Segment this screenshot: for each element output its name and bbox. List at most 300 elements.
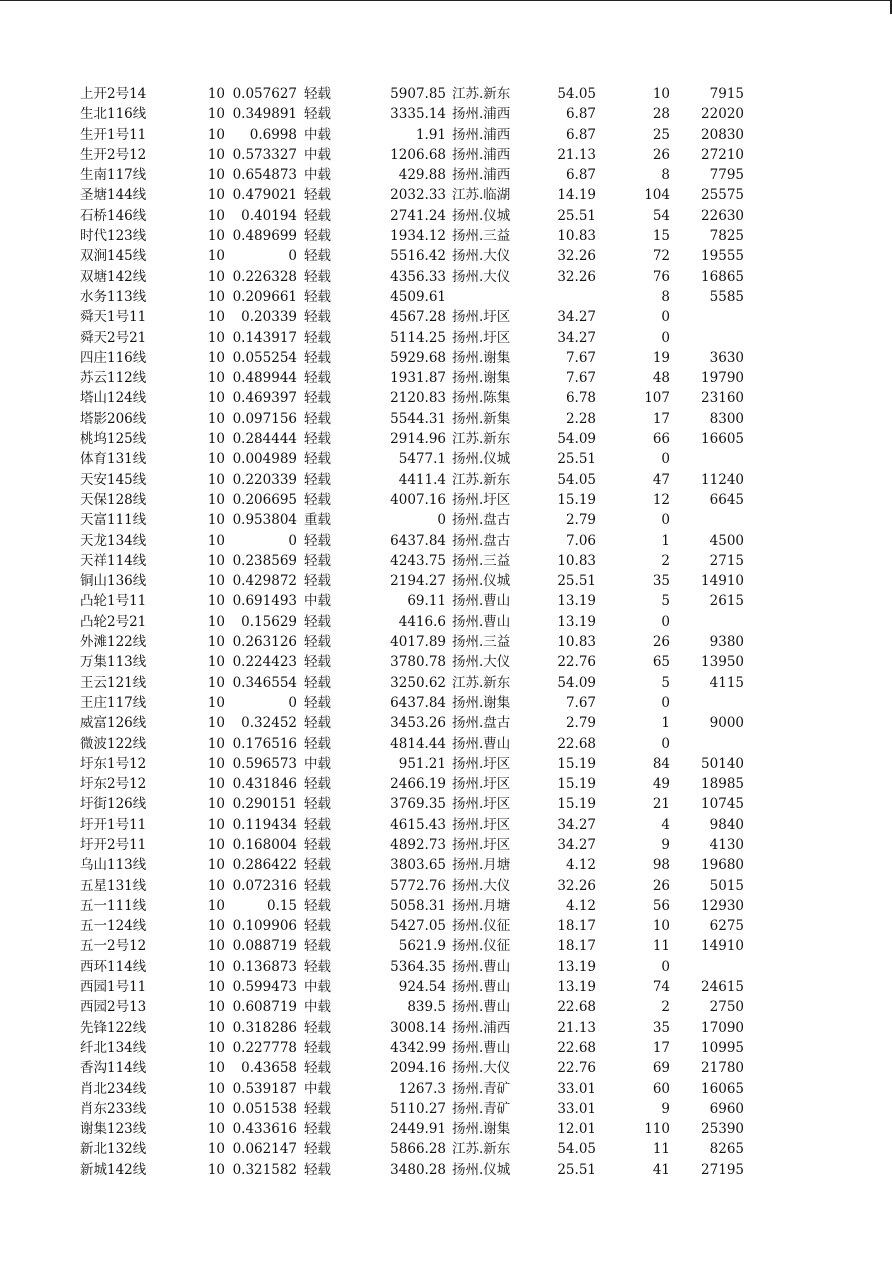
substation-cell: 扬州.浦西	[452, 106, 511, 123]
total-capacity-cell: 19790	[701, 370, 744, 387]
count-cell: 69	[652, 1060, 670, 1077]
load-status-cell: 轻载	[304, 268, 331, 285]
capacity-value-cell: 2466.19	[390, 776, 446, 793]
count-cell: 54	[652, 207, 670, 224]
distance-cell: 54.05	[557, 86, 596, 102]
substation-cell: 扬州.大仪	[452, 654, 511, 671]
voltage-cell: 10	[207, 329, 225, 346]
count-cell: 26	[652, 634, 670, 651]
load-rate-cell: 0.176516	[232, 735, 297, 752]
voltage-cell: 10	[207, 451, 225, 468]
capacity-value-cell: 2032.33	[390, 187, 446, 204]
load-rate-cell: 0.691493	[232, 593, 297, 610]
voltage-cell: 10	[207, 207, 225, 224]
substation-cell: 江苏.新东	[452, 471, 511, 488]
line-name-cell: 苏云112线	[80, 370, 147, 387]
count-cell: 0	[661, 309, 670, 326]
capacity-value-cell: 5621.9	[398, 938, 446, 955]
voltage-cell: 10	[207, 370, 225, 387]
substation-cell: 扬州.圩区	[452, 309, 511, 326]
load-status-cell: 轻载	[304, 735, 331, 752]
table-row	[0, 429, 892, 449]
count-cell: 107	[644, 390, 670, 407]
voltage-cell: 10	[207, 755, 225, 772]
table-row	[0, 1119, 892, 1139]
substation-cell: 扬州.新集	[452, 410, 511, 427]
load-status-cell: 轻载	[304, 654, 331, 671]
count-cell: 49	[652, 776, 670, 793]
voltage-cell: 10	[207, 1060, 225, 1077]
load-rate-cell: 0.349891	[232, 106, 297, 123]
capacity-value-cell: 839.5	[407, 999, 446, 1016]
load-status-cell: 轻载	[304, 288, 331, 305]
voltage-cell: 10	[207, 573, 225, 590]
count-cell: 98	[652, 857, 670, 874]
line-name-cell: 天龙134线	[80, 532, 147, 549]
load-rate-cell: 0.489944	[232, 370, 297, 387]
load-rate-cell: 0.109906	[232, 918, 297, 935]
load-status-cell: 轻载	[304, 329, 331, 346]
distance-cell: 13.19	[557, 593, 596, 610]
count-cell: 35	[652, 1019, 670, 1036]
count-cell: 25	[652, 126, 670, 143]
table-row	[0, 936, 892, 956]
table-row	[0, 774, 892, 794]
table-row	[0, 104, 892, 124]
load-rate-cell: 0	[288, 694, 297, 711]
capacity-value-cell: 3453.26	[390, 715, 446, 732]
total-capacity-cell: 10995	[701, 1039, 744, 1056]
total-capacity-cell: 6275	[709, 918, 744, 935]
substation-cell: 扬州.谢集	[452, 349, 511, 366]
total-capacity-cell: 14910	[701, 938, 744, 955]
substation-cell: 扬州.大仪	[452, 1060, 511, 1077]
load-status-cell: 轻载	[304, 816, 331, 833]
substation-cell: 扬州.青矿	[452, 1100, 511, 1117]
capacity-value-cell: 6437.84	[390, 532, 446, 549]
count-cell: 76	[652, 268, 670, 285]
substation-cell: 扬州.圩区	[452, 755, 511, 772]
load-status-cell: 轻载	[304, 370, 331, 387]
distance-cell: 15.19	[557, 755, 596, 772]
substation-cell: 扬州.曹山	[452, 1039, 511, 1056]
line-name-cell: 新北132线	[80, 1141, 147, 1158]
table-row	[0, 84, 892, 104]
voltage-cell: 10	[207, 1039, 225, 1056]
table-row	[0, 794, 892, 814]
total-capacity-cell: 12930	[701, 897, 744, 914]
capacity-value-cell: 3335.14	[390, 106, 446, 123]
table-row	[0, 409, 892, 429]
line-name-cell: 生开1号11	[80, 126, 147, 143]
table-row	[0, 510, 892, 530]
load-status-cell: 轻载	[304, 207, 331, 224]
capacity-value-cell: 4017.89	[390, 634, 446, 651]
load-status-cell: 轻载	[304, 1141, 331, 1158]
load-rate-cell: 0.088719	[232, 938, 297, 955]
voltage-cell: 10	[207, 897, 225, 914]
voltage-cell: 10	[207, 431, 225, 448]
load-status-cell: 轻载	[304, 776, 331, 793]
line-name-cell: 圩开2号11	[80, 836, 147, 853]
load-status-cell: 轻载	[304, 1100, 331, 1117]
count-cell: 26	[652, 146, 670, 163]
capacity-value-cell: 5058.31	[390, 897, 446, 914]
voltage-cell: 10	[207, 1161, 225, 1178]
total-capacity-cell: 4500	[709, 532, 744, 549]
voltage-cell: 10	[207, 694, 225, 711]
distance-cell: 15.19	[557, 776, 596, 793]
distance-cell: 6.87	[565, 167, 596, 184]
distance-cell: 34.27	[557, 309, 596, 326]
load-status-cell: 轻载	[304, 532, 331, 549]
substation-cell: 扬州.圩区	[452, 836, 511, 853]
load-rate-cell: 0.654873	[232, 167, 297, 184]
voltage-cell: 10	[207, 634, 225, 651]
load-rate-cell: 0.429872	[232, 573, 297, 590]
distance-cell: 4.12	[565, 857, 596, 874]
voltage-cell: 10	[207, 674, 225, 691]
substation-cell: 扬州.青矿	[452, 1080, 511, 1097]
distance-cell: 7.67	[565, 349, 596, 366]
line-name-cell: 乌山113线	[80, 857, 147, 874]
total-capacity-cell: 16065	[701, 1080, 744, 1097]
distance-cell: 2.28	[565, 410, 596, 427]
line-name-cell: 先锋122线	[80, 1019, 147, 1036]
line-name-cell: 肖东233线	[80, 1100, 147, 1117]
load-rate-cell: 0.284444	[232, 431, 297, 448]
distance-cell: 34.27	[557, 816, 596, 833]
voltage-cell: 10	[207, 1100, 225, 1117]
load-status-cell: 轻载	[304, 877, 331, 894]
voltage-cell: 10	[207, 1080, 225, 1097]
voltage-cell: 10	[207, 593, 225, 610]
capacity-value-cell: 69.11	[407, 593, 446, 610]
distance-cell: 18.17	[557, 938, 596, 955]
substation-cell: 扬州.大仪	[452, 248, 511, 265]
total-capacity-cell: 21780	[701, 1060, 744, 1077]
count-cell: 12	[652, 491, 670, 508]
table-row	[0, 246, 892, 266]
load-status-cell: 轻载	[304, 857, 331, 874]
table-row	[0, 226, 892, 246]
load-status-cell: 轻载	[304, 491, 331, 508]
table-row	[0, 1018, 892, 1038]
total-capacity-cell: 7825	[709, 228, 744, 245]
total-capacity-cell: 22630	[701, 207, 744, 224]
distance-cell: 10.83	[557, 228, 596, 245]
count-cell: 41	[652, 1161, 670, 1178]
voltage-cell: 10	[207, 857, 225, 874]
substation-cell: 江苏.新东	[452, 86, 511, 102]
line-name-cell: 万集113线	[80, 654, 147, 671]
substation-cell: 扬州.曹山	[452, 958, 511, 975]
table-row	[0, 125, 892, 145]
load-status-cell: 轻载	[304, 86, 331, 102]
count-cell: 84	[652, 755, 670, 772]
distance-cell: 13.19	[557, 958, 596, 975]
distance-cell: 33.01	[557, 1100, 596, 1117]
distance-cell: 54.05	[557, 1141, 596, 1158]
substation-cell: 扬州.谢集	[452, 1121, 511, 1138]
capacity-value-cell: 951.21	[398, 755, 446, 772]
load-status-cell: 轻载	[304, 1161, 331, 1178]
load-status-cell: 轻载	[304, 634, 331, 651]
substation-cell: 扬州.盘古	[452, 512, 511, 529]
table-row	[0, 388, 892, 408]
voltage-cell: 10	[207, 288, 225, 305]
load-rate-cell: 0.119434	[232, 816, 297, 833]
line-name-cell: 石桥146线	[80, 207, 147, 224]
distance-cell: 25.51	[557, 1161, 596, 1178]
substation-cell: 扬州.曹山	[452, 613, 511, 630]
count-cell: 9	[661, 1100, 670, 1117]
line-name-cell: 王庄117线	[80, 694, 147, 711]
load-rate-cell: 0.15	[266, 897, 297, 914]
load-rate-cell: 0.469397	[232, 390, 297, 407]
distance-cell: 7.06	[565, 532, 596, 549]
count-cell: 72	[652, 248, 670, 265]
distance-cell: 22.68	[557, 999, 596, 1016]
substation-cell: 扬州.圩区	[452, 816, 511, 833]
count-cell: 0	[661, 329, 670, 346]
capacity-value-cell: 924.54	[398, 979, 446, 996]
substation-cell: 扬州.圩区	[452, 491, 511, 508]
capacity-value-cell: 1934.12	[390, 228, 446, 245]
distance-cell: 2.79	[565, 512, 596, 529]
table-row	[0, 957, 892, 977]
load-rate-cell: 0.43658	[241, 1060, 297, 1077]
voltage-cell: 10	[207, 552, 225, 569]
table-row	[0, 328, 892, 348]
count-cell: 1	[661, 532, 670, 549]
line-name-cell: 新城142线	[80, 1161, 147, 1178]
table-row	[0, 165, 892, 185]
count-cell: 0	[661, 512, 670, 529]
table-row	[0, 876, 892, 896]
capacity-value-cell: 429.88	[398, 167, 446, 184]
capacity-value-cell: 4892.73	[390, 836, 446, 853]
load-status-cell: 轻载	[304, 1060, 331, 1077]
voltage-cell: 10	[207, 167, 225, 184]
capacity-value-cell: 3250.62	[390, 674, 446, 691]
load-rate-cell: 0.209661	[232, 288, 297, 305]
table-row	[0, 1038, 892, 1058]
capacity-value-cell: 5907.85	[390, 86, 446, 102]
total-capacity-cell: 13950	[701, 654, 744, 671]
line-name-cell: 五一111线	[80, 897, 147, 914]
count-cell: 74	[652, 979, 670, 996]
load-rate-cell: 0.072316	[232, 877, 297, 894]
capacity-value-cell: 2194.27	[390, 573, 446, 590]
substation-cell: 江苏.新东	[452, 431, 511, 448]
table-row	[0, 470, 892, 490]
load-rate-cell: 0.15629	[241, 613, 297, 630]
table-row	[0, 1058, 892, 1078]
table-row	[0, 267, 892, 287]
load-status-cell: 轻载	[304, 349, 331, 366]
count-cell: 28	[652, 106, 670, 123]
total-capacity-cell: 19680	[701, 857, 744, 874]
load-rate-cell: 0.32452	[241, 715, 297, 732]
table-row	[0, 287, 892, 307]
substation-cell: 扬州.月塘	[452, 897, 511, 914]
load-rate-cell: 0.097156	[232, 410, 297, 427]
count-cell: 5	[661, 674, 670, 691]
total-capacity-cell: 14910	[701, 573, 744, 590]
line-name-cell: 西园2号13	[80, 999, 147, 1016]
distance-cell: 32.26	[557, 877, 596, 894]
voltage-cell: 10	[207, 1121, 225, 1138]
substation-cell: 扬州.三益	[452, 228, 511, 245]
load-status-cell: 轻载	[304, 471, 331, 488]
load-rate-cell: 0.608719	[232, 999, 297, 1016]
load-status-cell: 轻载	[304, 1121, 331, 1138]
capacity-value-cell: 3769.35	[390, 796, 446, 813]
voltage-cell: 10	[207, 146, 225, 163]
count-cell: 4	[661, 816, 670, 833]
load-rate-cell: 0.290151	[232, 796, 297, 813]
table-row	[0, 368, 892, 388]
load-rate-cell: 0.051538	[232, 1100, 297, 1117]
table-row	[0, 855, 892, 875]
voltage-cell: 10	[207, 491, 225, 508]
load-status-cell: 轻载	[304, 390, 331, 407]
distance-cell: 54.09	[557, 431, 596, 448]
count-cell: 17	[652, 410, 670, 427]
total-capacity-cell: 16605	[701, 431, 744, 448]
substation-cell: 扬州.仪城	[452, 207, 511, 224]
distance-cell: 34.27	[557, 836, 596, 853]
distance-cell: 6.78	[565, 390, 596, 407]
total-capacity-cell: 2715	[709, 552, 744, 569]
table-row	[0, 1079, 892, 1099]
capacity-value-cell: 5364.35	[390, 958, 446, 975]
total-capacity-cell: 3630	[709, 349, 744, 366]
substation-cell: 扬州.大仪	[452, 268, 511, 285]
total-capacity-cell: 6645	[709, 491, 744, 508]
capacity-value-cell: 4007.16	[390, 491, 446, 508]
load-status-cell: 轻载	[304, 674, 331, 691]
load-status-cell: 中载	[304, 755, 331, 772]
capacity-value-cell: 4615.43	[390, 816, 446, 833]
substation-cell: 江苏.临湖	[452, 187, 511, 204]
total-capacity-cell: 17090	[701, 1019, 744, 1036]
line-name-cell: 香沟114线	[80, 1060, 147, 1077]
total-capacity-cell: 19555	[701, 248, 744, 265]
table-row	[0, 145, 892, 165]
voltage-cell: 10	[207, 836, 225, 853]
substation-cell: 扬州.仪城	[452, 1161, 511, 1178]
capacity-value-cell: 4243.75	[390, 552, 446, 569]
capacity-value-cell: 4814.44	[390, 735, 446, 752]
load-status-cell: 轻载	[304, 796, 331, 813]
load-rate-cell: 0.226328	[232, 268, 297, 285]
load-status-cell: 轻载	[304, 410, 331, 427]
load-status-cell: 中载	[304, 999, 331, 1016]
voltage-cell: 10	[207, 1019, 225, 1036]
line-name-cell: 微波122线	[80, 735, 147, 752]
count-cell: 2	[661, 552, 670, 569]
voltage-cell: 10	[207, 877, 225, 894]
line-name-cell: 纤北134线	[80, 1039, 147, 1056]
count-cell: 1	[661, 715, 670, 732]
voltage-cell: 10	[207, 999, 225, 1016]
count-cell: 0	[661, 694, 670, 711]
line-name-cell: 王云121线	[80, 674, 147, 691]
table-row	[0, 1160, 892, 1180]
distance-cell: 15.19	[557, 796, 596, 813]
total-capacity-cell: 7795	[709, 167, 744, 184]
substation-cell: 扬州.曹山	[452, 979, 511, 996]
table-row	[0, 307, 892, 327]
total-capacity-cell: 8265	[709, 1141, 744, 1158]
count-cell: 10	[652, 918, 670, 935]
table-row	[0, 632, 892, 652]
table-row	[0, 693, 892, 713]
line-name-cell: 五一2号12	[80, 938, 147, 955]
load-rate-cell: 0.263126	[232, 634, 297, 651]
table-row	[0, 997, 892, 1017]
line-name-cell: 生北116线	[80, 106, 147, 123]
distance-cell: 22.76	[557, 654, 596, 671]
line-name-cell: 水务113线	[80, 288, 147, 305]
capacity-value-cell: 1267.3	[398, 1080, 446, 1097]
load-status-cell: 中载	[304, 1080, 331, 1097]
line-name-cell: 体育131线	[80, 451, 147, 468]
count-cell: 0	[661, 958, 670, 975]
line-name-cell: 天安145线	[80, 471, 147, 488]
voltage-cell: 10	[207, 958, 225, 975]
distance-cell: 21.13	[557, 1019, 596, 1036]
voltage-cell: 10	[207, 654, 225, 671]
count-cell: 17	[652, 1039, 670, 1056]
total-capacity-cell: 20830	[701, 126, 744, 143]
count-cell: 11	[652, 938, 670, 955]
voltage-cell: 10	[207, 86, 225, 102]
line-name-cell: 舜天2号21	[80, 329, 147, 346]
table-row	[0, 673, 892, 693]
line-name-cell: 天祥114线	[80, 552, 147, 569]
distance-cell: 33.01	[557, 1080, 596, 1097]
voltage-cell: 10	[207, 471, 225, 488]
distance-cell: 32.26	[557, 268, 596, 285]
line-name-cell: 铜山136线	[80, 573, 147, 590]
total-capacity-cell: 11240	[701, 471, 744, 488]
voltage-cell: 10	[207, 126, 225, 143]
load-status-cell: 轻载	[304, 451, 331, 468]
capacity-value-cell: 5114.25	[390, 329, 446, 346]
distance-cell: 22.76	[557, 1060, 596, 1077]
voltage-cell: 10	[207, 1141, 225, 1158]
line-name-cell: 谢集123线	[80, 1121, 147, 1138]
line-name-cell: 生开2号12	[80, 146, 147, 163]
count-cell: 11	[652, 1141, 670, 1158]
load-rate-cell: 0.596573	[232, 755, 297, 772]
line-name-cell: 生南117线	[80, 167, 147, 184]
distance-cell: 13.19	[557, 979, 596, 996]
table-row	[0, 449, 892, 469]
line-name-cell: 四庄116线	[80, 349, 147, 366]
load-rate-cell: 0.346554	[232, 674, 297, 691]
line-name-cell: 桃坞125线	[80, 431, 147, 448]
line-name-cell: 西园1号11	[80, 979, 147, 996]
line-name-cell: 圩东2号12	[80, 776, 147, 793]
total-capacity-cell: 25575	[701, 187, 744, 204]
substation-cell: 扬州.三益	[452, 634, 511, 651]
load-rate-cell: 0	[288, 532, 297, 549]
capacity-value-cell: 2914.96	[390, 431, 446, 448]
